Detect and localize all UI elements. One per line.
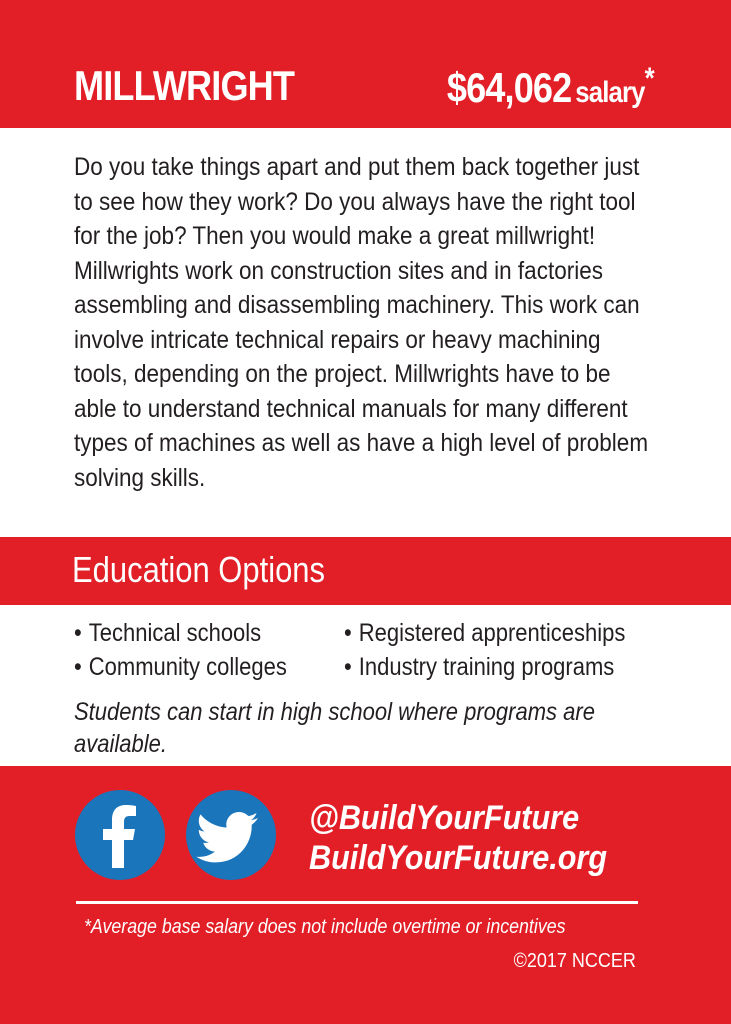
facebook-icon[interactable] [75,790,165,880]
footer-divider [76,901,638,904]
website-link[interactable]: BuildYourFuture.org [309,839,608,877]
social-links [309,798,607,878]
salary-label [447,62,655,112]
header-banner [0,0,731,128]
career-title: MILLWRIGHT [74,62,295,109]
career-description: Do you take things apart and put them back together just to see how they work? Do you always have the right tool for the job? Then you would make a great millwright! Millwrights work on construction sites and in factories assembling and disassembling machinery. This work can involve intricate technical repairs or heavy machining tools, depending on the project. Millwrights have to be able to understand technical manuals for many different types of machines as well as have a high level of problem solving skills. [74,153,649,492]
education-options-column-2 [344,616,664,684]
twitter-icon[interactable] [186,790,276,880]
salary-word: salary [575,76,645,109]
education-heading: Education Options [72,549,326,590]
salary-amount: $64,062 [447,64,572,111]
copyright: ©2017 NCCER [513,950,636,972]
social-handle-link[interactable]: @BuildYourFuture [309,799,580,837]
education-option: • Industry training programs [344,650,625,684]
education-banner [0,537,731,605]
salary-footnote-mark: * [644,62,655,95]
education-option: • Registered apprenticeships [344,616,625,650]
education-option: • Community colleges [74,650,287,684]
salary-disclaimer: *Average base salary does not include overtime or incentives [84,916,566,938]
education-note: Students can start in high school where programs are available. [74,698,595,758]
education-options-column-1 [74,616,316,684]
education-option: • Technical schools [74,616,287,650]
footer-banner [0,766,731,1024]
